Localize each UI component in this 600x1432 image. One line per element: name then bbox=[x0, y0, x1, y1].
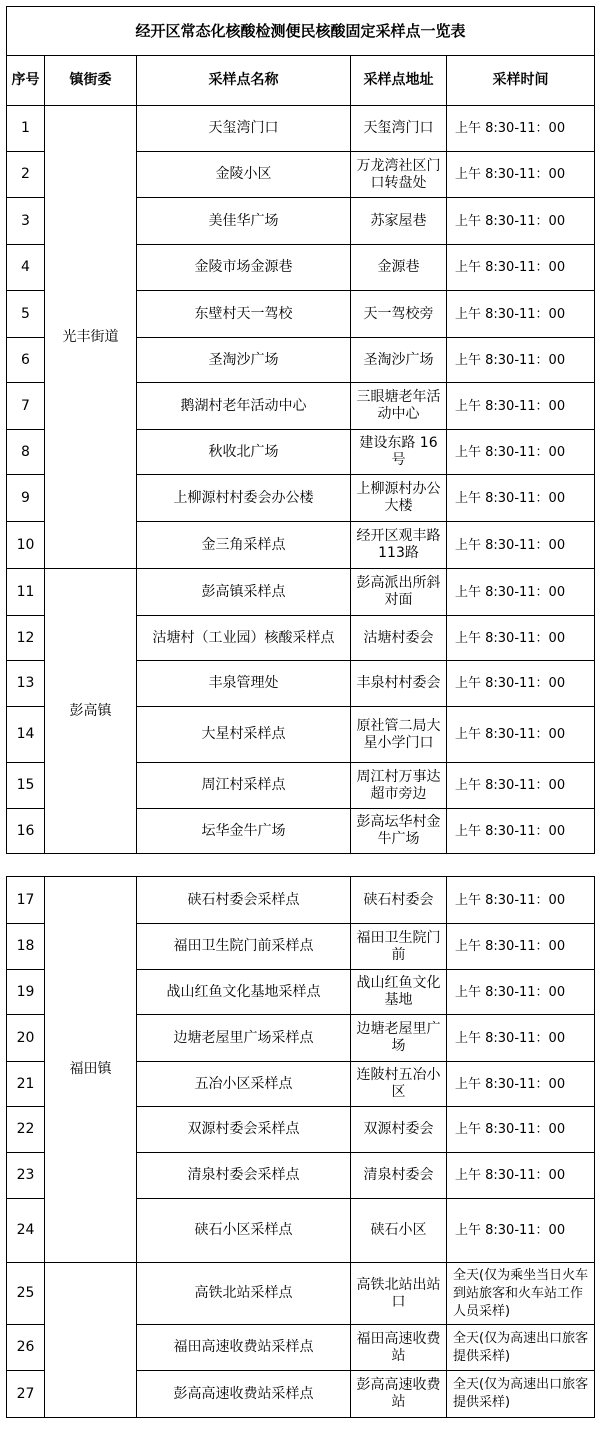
site-name: 圣淘沙广场 bbox=[137, 338, 351, 383]
district-cell: 福田镇 bbox=[45, 877, 137, 1263]
table-row bbox=[7, 877, 595, 924]
site-address: 高铁北站出站口 bbox=[351, 1263, 447, 1325]
sampling-time: 上午 8:30-11：00 bbox=[447, 383, 595, 430]
row-number: 5 bbox=[7, 291, 45, 338]
row-number: 1 bbox=[7, 106, 45, 152]
row-number: 7 bbox=[7, 383, 45, 430]
sampling-time: 上午 8:30-11：00 bbox=[447, 763, 595, 809]
site-address: 边塘老屋里广场 bbox=[351, 1015, 447, 1062]
sampling-time: 上午 8:30-11：00 bbox=[447, 106, 595, 152]
site-name: 沽塘村（工业园）核酸采样点 bbox=[137, 616, 351, 661]
site-name: 金三角采样点 bbox=[137, 522, 351, 569]
row-number: 19 bbox=[7, 970, 45, 1015]
row-number: 11 bbox=[7, 569, 45, 616]
sampling-time: 上午 8:30-11：00 bbox=[447, 475, 595, 522]
site-address: 天玺湾门口 bbox=[351, 106, 447, 152]
site-name: 金陵市场金源巷 bbox=[137, 245, 351, 291]
site-name: 坛华金牛广场 bbox=[137, 809, 351, 854]
site-address: 天一驾校旁 bbox=[351, 291, 447, 338]
header-no: 序号 bbox=[7, 56, 45, 106]
site-address: 丰泉村村委会 bbox=[351, 661, 447, 707]
site-name: 天玺湾门口 bbox=[137, 106, 351, 152]
row-number: 24 bbox=[7, 1199, 45, 1263]
district-cell bbox=[45, 1263, 137, 1418]
table-body-part1 bbox=[7, 106, 595, 854]
site-name: 金陵小区 bbox=[137, 152, 351, 198]
table-row bbox=[7, 1263, 595, 1325]
row-number: 20 bbox=[7, 1015, 45, 1062]
sampling-table-part2 bbox=[6, 876, 595, 1418]
site-address: 战山红鱼文化基地 bbox=[351, 970, 447, 1015]
sampling-time: 上午 8:30-11：00 bbox=[447, 661, 595, 707]
site-name: 大星村采样点 bbox=[137, 707, 351, 763]
site-address: 苏家屋巷 bbox=[351, 198, 447, 245]
title-row bbox=[7, 7, 595, 56]
site-address: 周江村万事达超市旁边 bbox=[351, 763, 447, 809]
row-number: 10 bbox=[7, 522, 45, 569]
sampling-time: 上午 8:30-11：00 bbox=[447, 430, 595, 475]
site-address: 万龙湾社区门口转盘处 bbox=[351, 152, 447, 198]
sampling-time: 上午 8:30-11：00 bbox=[447, 198, 595, 245]
row-number: 16 bbox=[7, 809, 45, 854]
row-number: 22 bbox=[7, 1107, 45, 1153]
row-number: 13 bbox=[7, 661, 45, 707]
sampling-time: 上午 8:30-11：00 bbox=[447, 877, 595, 924]
site-name: 双源村委会采样点 bbox=[137, 1107, 351, 1153]
sampling-time: 上午 8:30-11：00 bbox=[447, 291, 595, 338]
row-number: 17 bbox=[7, 877, 45, 924]
site-address: 三眼塘老年活动中心 bbox=[351, 383, 447, 430]
page-title: 经开区常态化核酸检测便民核酸固定采样点一览表 bbox=[7, 7, 595, 56]
sampling-time: 上午 8:30-11：00 bbox=[447, 152, 595, 198]
site-name: 硖石村委会采样点 bbox=[137, 877, 351, 924]
site-name: 清泉村委会采样点 bbox=[137, 1153, 351, 1199]
site-address: 彭高高速收费站 bbox=[351, 1371, 447, 1418]
site-address: 连陂村五冶小区 bbox=[351, 1062, 447, 1107]
site-name: 硖石小区采样点 bbox=[137, 1199, 351, 1263]
sampling-time: 上午 8:30-11：00 bbox=[447, 1107, 595, 1153]
header-district: 镇街委 bbox=[45, 56, 137, 106]
sampling-time: 上午 8:30-11：00 bbox=[447, 1153, 595, 1199]
sampling-time: 上午 8:30-11：00 bbox=[447, 1062, 595, 1107]
site-name: 福田高速收费站采样点 bbox=[137, 1325, 351, 1371]
row-number: 12 bbox=[7, 616, 45, 661]
header-row bbox=[7, 56, 595, 106]
site-name: 福田卫生院门前采样点 bbox=[137, 924, 351, 970]
district-cell: 光丰街道 bbox=[45, 106, 137, 569]
site-address: 上柳源村办公大楼 bbox=[351, 475, 447, 522]
site-address: 福田卫生院门前 bbox=[351, 924, 447, 970]
site-address: 圣淘沙广场 bbox=[351, 338, 447, 383]
sampling-time: 上午 8:30-11：00 bbox=[447, 569, 595, 616]
sampling-time: 上午 8:30-11：00 bbox=[447, 338, 595, 383]
row-number: 4 bbox=[7, 245, 45, 291]
site-name: 东壁村天一驾校 bbox=[137, 291, 351, 338]
page-break bbox=[6, 863, 594, 876]
row-number: 8 bbox=[7, 430, 45, 475]
row-number: 26 bbox=[7, 1325, 45, 1371]
site-name: 高铁北站采样点 bbox=[137, 1263, 351, 1325]
sampling-time: 上午 8:30-11：00 bbox=[447, 616, 595, 661]
site-address: 沽塘村委会 bbox=[351, 616, 447, 661]
table-row bbox=[7, 106, 595, 152]
table-body-part2 bbox=[7, 877, 595, 1418]
row-number: 15 bbox=[7, 763, 45, 809]
site-address: 清泉村委会 bbox=[351, 1153, 447, 1199]
site-name: 边塘老屋里广场采样点 bbox=[137, 1015, 351, 1062]
site-name: 彭高镇采样点 bbox=[137, 569, 351, 616]
row-number: 23 bbox=[7, 1153, 45, 1199]
site-address: 硖石小区 bbox=[351, 1199, 447, 1263]
row-number: 27 bbox=[7, 1371, 45, 1418]
sampling-time: 上午 8:30-11：00 bbox=[447, 1015, 595, 1062]
row-number: 14 bbox=[7, 707, 45, 763]
district-cell: 彭高镇 bbox=[45, 569, 137, 854]
site-address: 金源巷 bbox=[351, 245, 447, 291]
row-number: 21 bbox=[7, 1062, 45, 1107]
header-address: 采样点地址 bbox=[351, 56, 447, 106]
site-name: 秋收北广场 bbox=[137, 430, 351, 475]
site-address: 双源村委会 bbox=[351, 1107, 447, 1153]
row-number: 18 bbox=[7, 924, 45, 970]
sampling-time: 上午 8:30-11：00 bbox=[447, 1199, 595, 1263]
site-address: 建设东路 16 号 bbox=[351, 430, 447, 475]
sampling-time: 上午 8:30-11：00 bbox=[447, 970, 595, 1015]
site-name: 上柳源村村委会办公楼 bbox=[137, 475, 351, 522]
row-number: 9 bbox=[7, 475, 45, 522]
row-number: 6 bbox=[7, 338, 45, 383]
site-name: 美佳华广场 bbox=[137, 198, 351, 245]
sampling-table-part1 bbox=[6, 6, 595, 854]
row-number: 2 bbox=[7, 152, 45, 198]
site-name: 战山红鱼文化基地采样点 bbox=[137, 970, 351, 1015]
sampling-time: 上午 8:30-11：00 bbox=[447, 809, 595, 854]
header-time: 采样时间 bbox=[447, 56, 595, 106]
site-name: 鹅湖村老年活动中心 bbox=[137, 383, 351, 430]
site-name: 五冶小区采样点 bbox=[137, 1062, 351, 1107]
row-number: 3 bbox=[7, 198, 45, 245]
sampling-time: 全天(仅为乘坐当日火车到站旅客和火车站工作人员采样) bbox=[447, 1263, 595, 1325]
site-address: 福田高速收费站 bbox=[351, 1325, 447, 1371]
site-address: 原社管二局大星小学门口 bbox=[351, 707, 447, 763]
sampling-time: 上午 8:30-11：00 bbox=[447, 522, 595, 569]
site-name: 丰泉管理处 bbox=[137, 661, 351, 707]
sampling-time: 全天(仅为高速出口旅客提供采样) bbox=[447, 1371, 595, 1418]
site-address: 彭高派出所斜对面 bbox=[351, 569, 447, 616]
table-row bbox=[7, 569, 595, 616]
sampling-time: 上午 8:30-11：00 bbox=[447, 245, 595, 291]
site-name: 周江村采样点 bbox=[137, 763, 351, 809]
site-name: 彭高高速收费站采样点 bbox=[137, 1371, 351, 1418]
sampling-time: 上午 8:30-11：00 bbox=[447, 707, 595, 763]
site-address: 彭高坛华村金牛广场 bbox=[351, 809, 447, 854]
site-address: 硖石村委会 bbox=[351, 877, 447, 924]
sampling-time: 上午 8:30-11：00 bbox=[447, 924, 595, 970]
site-address: 经开区观丰路 113路 bbox=[351, 522, 447, 569]
header-name: 采样点名称 bbox=[137, 56, 351, 106]
row-number: 25 bbox=[7, 1263, 45, 1325]
sampling-time: 全天(仅为高速出口旅客提供采样) bbox=[447, 1325, 595, 1371]
